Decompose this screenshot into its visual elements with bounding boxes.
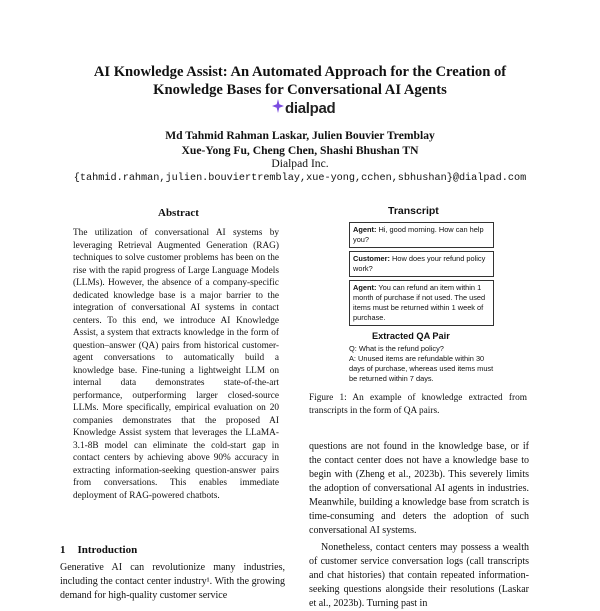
affiliation: Dialpad Inc. [271, 157, 329, 170]
dialpad-logo [272, 100, 335, 117]
answer-text: Unused items are refundable within 30 days of purchase, whereas used items must be returned within 7 days. [349, 354, 494, 383]
qa-question [349, 344, 494, 354]
paragraph: questions are not found in the knowledge base, or if the contact center does not have a knowledge base to begin with (Zheng et al., 2023b). This severely limits the adoption of conversational AI agents in industries. Meanwhile, building a knowledge base from scratch is time-consuming and deters the adoption of such conversational AI systems. [309, 441, 529, 536]
transcript-turn-2 [349, 251, 494, 277]
authors-line-2: Xue-Yong Fu, Cheng Chen, Shashi Bhushan TN [181, 144, 419, 157]
qa-answer [349, 354, 494, 384]
transcript-turn-3 [349, 280, 494, 326]
author-list [40, 128, 560, 158]
section-heading-introduction [60, 544, 137, 556]
title-line-1: AI Knowledge Assist: An Automated Approach for the Creation of [93, 64, 507, 80]
sparkle-icon [272, 99, 284, 113]
figure-caption: Figure 1: An example of knowledge extracted from transcripts in the form of QA pairs. [309, 393, 527, 416]
extracted-qa-title: Extracted QA Pair [372, 331, 450, 341]
turn-text: Hi, good morning. How can help you? [353, 225, 484, 244]
section-number: 1 [60, 544, 66, 556]
extracted-qa-pair [349, 344, 494, 384]
turn-speaker: Agent: [353, 225, 377, 234]
title-line-2: Knowledge Bases for Conversational AI Agents [153, 82, 447, 98]
turn-speaker: Customer: [353, 254, 390, 263]
abstract-heading: Abstract [158, 207, 199, 219]
answer-label: A: [349, 354, 356, 363]
author-emails: {tahmid.rahman,julien.bouviertremblay,xue-yong,cchen,sbhushan}@dialpad.com [73, 173, 527, 184]
transcript-turn-1 [349, 222, 494, 248]
question-text: What is the refund policy? [358, 344, 444, 353]
introduction-text: Generative AI can revolutionize many industries, including the contact center industry¹. With the growing demand for high-quality customer service [60, 562, 285, 601]
paper-title [40, 63, 560, 99]
logo-text: dialpad [285, 100, 336, 117]
abstract-text: The utilization of conversational AI systems by leveraging Retrieval Augmented Generation (RAG) techniques to solve customer problems has been on the rise with the rapid progress of Large Language Models (LLMs). However, the absence of a company-specific dedicated knowledge base is a major barrier to the integration of conversational AI systems in contact centers. To this end, we introduce AI Knowledge Assist, a system that extracts knowledge in the form of question–answer (QA) pairs from historical customer-agent conversations to automatically build a knowledge base. Fine-tuning a lightweight LLM on internal data demonstrates state-of-the-art performance, outperforming larger closed-source LLMs. More specifically, empirical evaluation on 20 companies demonstrates that the proposed AI Knowledge Assist system that leverages the LLaMA-3.1-8B model can eliminate the cold-start gap in contact centers by achieving above 90% accuracy in extracting information-seeking question-answer pairs from conversations. This enables immediate deployment of RAG-powered chatbots. [73, 228, 279, 501]
authors-line-1: Md Tahmid Rahman Laskar, Julien Bouvier Tremblay [165, 129, 435, 142]
turn-text: You can refund an item within 1 month of purchase if not used. The used items must be returned within 1 week of purchase. [353, 283, 486, 322]
turn-speaker: Agent: [353, 283, 377, 292]
question-label: Q: [349, 344, 357, 353]
right-column-text [309, 440, 529, 611]
transcript-title: Transcript [388, 205, 439, 217]
paragraph: Nonetheless, contact centers may possess a wealth of customer service conversation logs (call transcripts and chat histories) that contain repeated information-seeking questions alongside their resolutions (Laskar et al., 2023b). Turning past in [309, 542, 529, 609]
turn-text: How does your refund policy work? [353, 254, 486, 273]
section-title: Introduction [77, 544, 138, 556]
